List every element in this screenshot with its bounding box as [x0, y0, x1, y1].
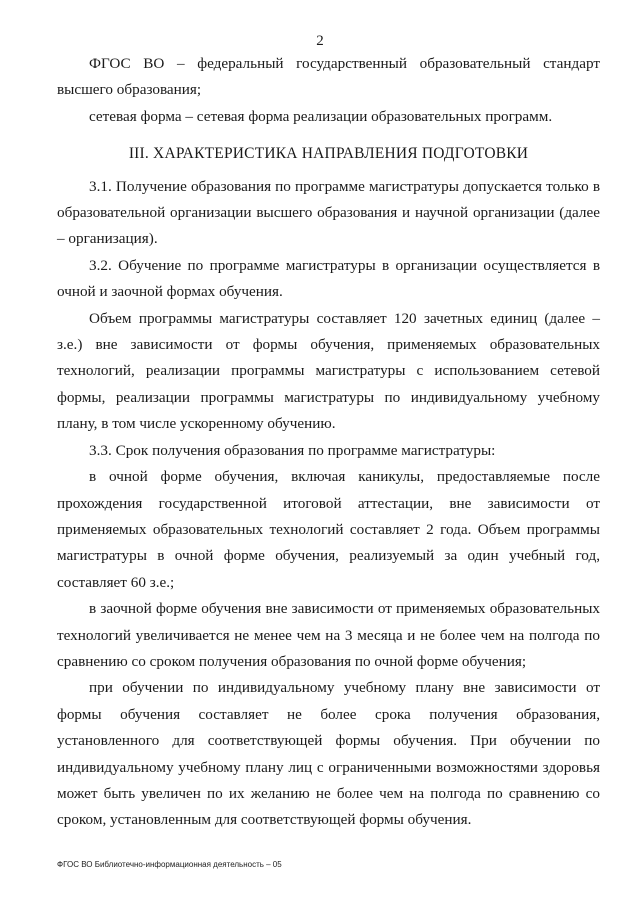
document-footer: ФГОС ВО Библиотечно-информационная деятельность – 05: [57, 860, 282, 869]
paragraph-part-time: в заочной форме обучения вне зависимости от применяемых образовательных технологий увеличивается не менее чем на 3 месяца и не более чем на полгода по сравнению со сроком получения образования по очной форме обучения;: [57, 600, 600, 670]
paragraph-3-1: 3.1. Получение образования по программе магистратуры допускается только в образовательной организации высшего образования и научной организации (далее – организация).: [57, 177, 600, 248]
document-body: [57, 51, 600, 834]
definition-fgos: ФГОС ВО – федеральный государственный образовательный стандарт высшего образования;: [57, 55, 600, 99]
paragraph-3-2: 3.2. Обучение по программе магистратуры в организации осуществляется в очной и заочной формах обучения.: [57, 256, 600, 301]
paragraph-individual-plan: при обучении по индивидуальному учебному плану вне зависимости от формы обучения составляет не более срока получения образования, установленного для соответствующей формы обучения. При обучении по индивидуальному учебному плану лиц с ограниченными возможностями здоровья может быть увеличен по их желанию не более чем на полгода по сравнению со сроком, установленным для соответствующей формы обучения.: [57, 679, 600, 829]
paragraph-program-volume: Объем программы магистратуры составляет 120 зачетных единиц (далее – з.е.) вне зависимости от формы обучения, применяемых образовательных технологий, реализации программы магистратуры с использованием сетевой формы, реализации программы магистратуры по индивидуальному учебному плану, в том числе ускоренному обучению.: [57, 309, 600, 433]
paragraph-3-3: 3.3. Срок получения образования по программе магистратуры:: [89, 441, 496, 459]
page-number: 2: [316, 33, 324, 49]
section-heading: III. ХАРАКТЕРИСТИКА НАПРАВЛЕНИЯ ПОДГОТОВКИ: [128, 145, 529, 163]
definition-network-form: сетевая форма – сетевая форма реализации образовательных программ.: [89, 107, 553, 125]
paragraph-full-time: в очной форме обучения, включая каникулы, предоставляемые после прохождения государственной итоговой аттестации, вне зависимости от применяемых образовательных технологий составляет 2 года. Объем программы магистратуры в очной форме обучения, реализуемый за один учебный год, составляет 60 з.е.;: [57, 468, 600, 591]
